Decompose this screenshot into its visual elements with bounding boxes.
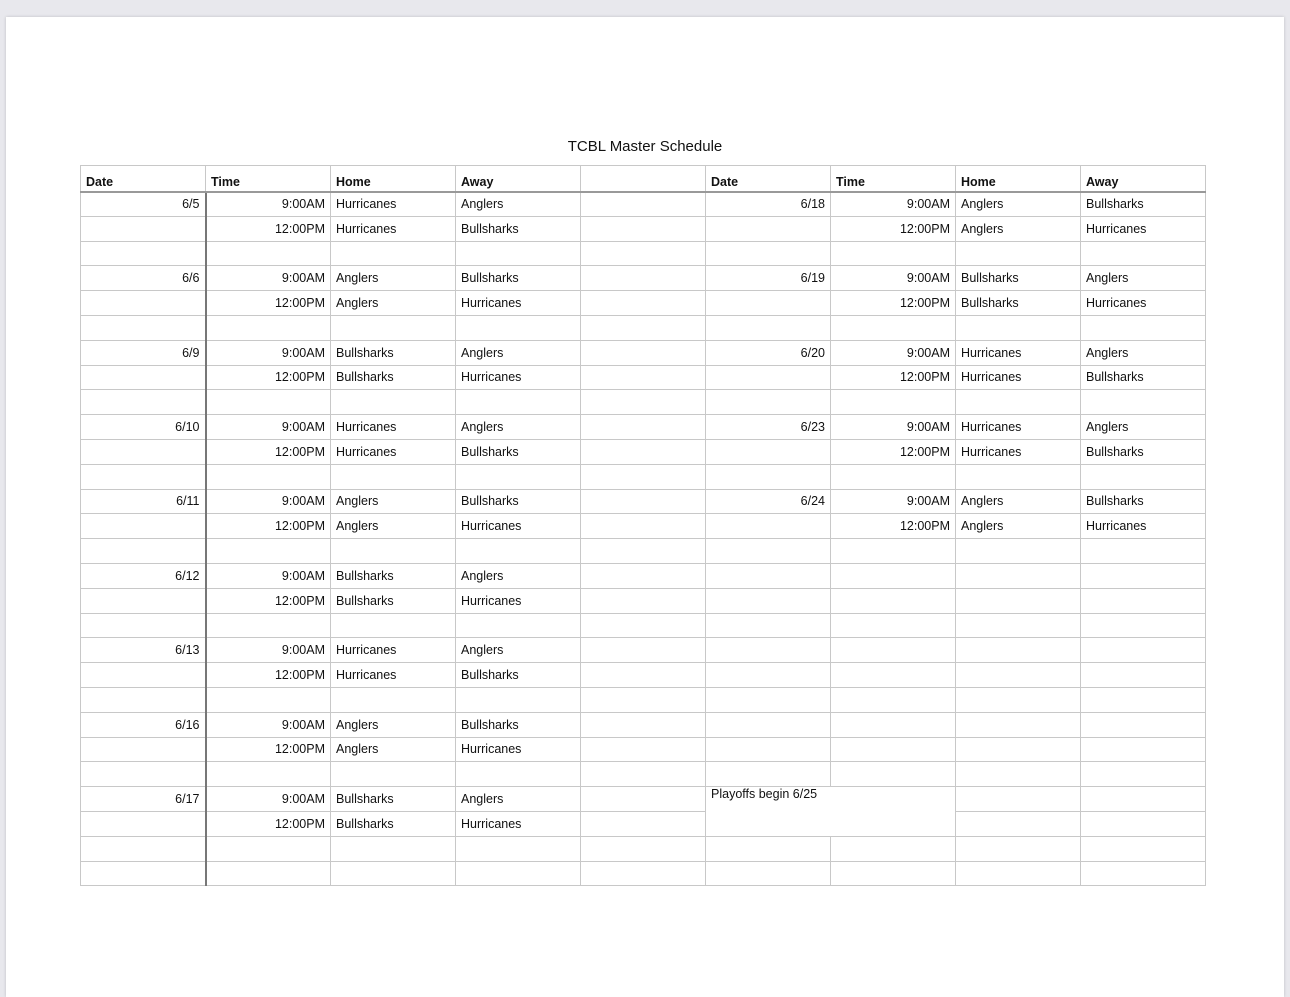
cell-home [331, 390, 456, 415]
playoffs-note: Playoffs begin 6/25 [706, 787, 956, 837]
cell-home [331, 762, 456, 787]
cell-spacer [581, 464, 706, 489]
cell-date [81, 514, 206, 539]
cell-home [331, 836, 456, 861]
cell-away: Bullsharks [1081, 365, 1206, 390]
cell-spacer [581, 216, 706, 241]
cell-spacer [581, 365, 706, 390]
cell-date: 6/16 [81, 712, 206, 737]
cell-spacer [581, 563, 706, 588]
cell-away: Hurricanes [1081, 216, 1206, 241]
cell-away [1081, 861, 1206, 886]
cell-home: Anglers [956, 192, 1081, 217]
schedule-table [80, 165, 1206, 886]
cell-away: Anglers [1081, 415, 1206, 440]
cell-spacer [581, 315, 706, 340]
table-row [81, 787, 1206, 812]
cell-away: Bullsharks [1081, 439, 1206, 464]
cell-date: 6/20 [706, 340, 831, 365]
cell-time: 12:00PM [206, 365, 331, 390]
cell-away [1081, 712, 1206, 737]
cell-away: Bullsharks [456, 489, 581, 514]
cell-away: Hurricanes [456, 811, 581, 836]
cell-date [81, 365, 206, 390]
cell-time [831, 712, 956, 737]
cell-date: 6/13 [81, 638, 206, 663]
table-row [81, 539, 1206, 564]
cell-away [1081, 811, 1206, 836]
cell-home: Hurricanes [331, 216, 456, 241]
cell-time [831, 539, 956, 564]
cell-time: 9:00AM [831, 415, 956, 440]
cell-away [1081, 588, 1206, 613]
cell-date: 6/6 [81, 266, 206, 291]
cell-home: Anglers [331, 712, 456, 737]
cell-spacer [581, 415, 706, 440]
table-row [81, 464, 1206, 489]
cell-home: Bullsharks [956, 291, 1081, 316]
cell-time: 12:00PM [206, 439, 331, 464]
cell-home: Bullsharks [331, 563, 456, 588]
cell-home: Bullsharks [331, 811, 456, 836]
cell-time: 9:00AM [206, 563, 331, 588]
cell-spacer [581, 638, 706, 663]
cell-spacer [581, 787, 706, 812]
cell-time: 12:00PM [206, 737, 331, 762]
cell-away [1081, 762, 1206, 787]
cell-spacer [581, 687, 706, 712]
cell-home: Anglers [331, 291, 456, 316]
cell-date [81, 811, 206, 836]
table-row [81, 216, 1206, 241]
cell-date [706, 563, 831, 588]
cell-time [831, 588, 956, 613]
cell-away: Hurricanes [456, 514, 581, 539]
cell-home [956, 563, 1081, 588]
table-row [81, 439, 1206, 464]
cell-away [1081, 737, 1206, 762]
cell-time [206, 390, 331, 415]
cell-date [81, 663, 206, 688]
cell-home: Hurricanes [956, 340, 1081, 365]
cell-date [81, 737, 206, 762]
cell-date: 6/19 [706, 266, 831, 291]
table-row [81, 291, 1206, 316]
cell-spacer [581, 811, 706, 836]
cell-spacer [581, 340, 706, 365]
column-header-time: Time [831, 166, 956, 192]
cell-home [956, 687, 1081, 712]
column-header-away: Away [456, 166, 581, 192]
cell-home: Hurricanes [331, 192, 456, 217]
cell-date [706, 439, 831, 464]
cell-date [81, 588, 206, 613]
cell-home [956, 464, 1081, 489]
cell-date [81, 613, 206, 638]
cell-time: 9:00AM [206, 638, 331, 663]
column-header-home: Home [956, 166, 1081, 192]
cell-date: 6/12 [81, 563, 206, 588]
cell-time [206, 315, 331, 340]
cell-spacer [581, 439, 706, 464]
cell-time: 12:00PM [206, 216, 331, 241]
cell-date [706, 613, 831, 638]
cell-home [956, 712, 1081, 737]
cell-away: Anglers [1081, 266, 1206, 291]
cell-date [706, 291, 831, 316]
column-header-date: Date [81, 166, 206, 192]
cell-spacer [581, 836, 706, 861]
cell-home: Anglers [331, 489, 456, 514]
column-header-time: Time [206, 166, 331, 192]
table-row [81, 687, 1206, 712]
table-row [81, 563, 1206, 588]
table-row [81, 712, 1206, 737]
cell-time [831, 315, 956, 340]
cell-spacer [581, 588, 706, 613]
cell-time: 9:00AM [206, 340, 331, 365]
cell-home [956, 241, 1081, 266]
cell-time: 12:00PM [831, 365, 956, 390]
cell-home: Bullsharks [331, 588, 456, 613]
cell-home [956, 638, 1081, 663]
cell-spacer [581, 514, 706, 539]
cell-date [706, 514, 831, 539]
cell-home: Hurricanes [331, 439, 456, 464]
table-row [81, 192, 1206, 217]
cell-time: 9:00AM [206, 192, 331, 217]
cell-time: 12:00PM [206, 514, 331, 539]
cell-time: 12:00PM [206, 588, 331, 613]
cell-date [706, 762, 831, 787]
cell-away [1081, 613, 1206, 638]
cell-away [1081, 390, 1206, 415]
cell-away [456, 390, 581, 415]
cell-home: Bullsharks [331, 365, 456, 390]
cell-date [706, 712, 831, 737]
cell-home [956, 315, 1081, 340]
cell-time [206, 464, 331, 489]
cell-date: 6/24 [706, 489, 831, 514]
cell-time: 9:00AM [206, 266, 331, 291]
cell-time: 12:00PM [831, 291, 956, 316]
table-row [81, 340, 1206, 365]
cell-time [206, 861, 331, 886]
cell-home [956, 787, 1081, 812]
cell-home: Anglers [331, 266, 456, 291]
cell-away [1081, 687, 1206, 712]
cell-spacer [581, 663, 706, 688]
cell-away: Bullsharks [456, 216, 581, 241]
cell-away: Bullsharks [456, 663, 581, 688]
cell-spacer [581, 861, 706, 886]
cell-home: Hurricanes [956, 365, 1081, 390]
cell-away [456, 762, 581, 787]
cell-date [706, 464, 831, 489]
cell-spacer [581, 390, 706, 415]
cell-home [331, 687, 456, 712]
cell-spacer [581, 291, 706, 316]
cell-home [331, 464, 456, 489]
cell-time [206, 613, 331, 638]
cell-home [956, 737, 1081, 762]
table-row [81, 489, 1206, 514]
column-header-spacer [581, 166, 706, 192]
cell-date [81, 390, 206, 415]
cell-spacer [581, 539, 706, 564]
column-header-home: Home [331, 166, 456, 192]
header-row [81, 166, 1206, 192]
cell-date: 6/18 [706, 192, 831, 217]
cell-date [81, 836, 206, 861]
cell-date [706, 539, 831, 564]
table-row [81, 315, 1206, 340]
cell-away: Bullsharks [456, 712, 581, 737]
cell-away [456, 861, 581, 886]
cell-home [956, 811, 1081, 836]
cell-date [706, 687, 831, 712]
cell-time: 9:00AM [206, 787, 331, 812]
column-header-away: Away [1081, 166, 1206, 192]
cell-home [331, 861, 456, 886]
cell-date [706, 836, 831, 861]
cell-away: Anglers [456, 340, 581, 365]
cell-away [456, 315, 581, 340]
cell-time: 9:00AM [206, 415, 331, 440]
cell-time [831, 663, 956, 688]
cell-date [706, 861, 831, 886]
cell-away [1081, 464, 1206, 489]
cell-spacer [581, 737, 706, 762]
cell-time: 12:00PM [206, 291, 331, 316]
cell-home [956, 762, 1081, 787]
table-row [81, 588, 1206, 613]
cell-away: Hurricanes [1081, 514, 1206, 539]
cell-date: 6/5 [81, 192, 206, 217]
cell-home: Anglers [956, 489, 1081, 514]
cell-time: 9:00AM [206, 489, 331, 514]
cell-time: 12:00PM [831, 514, 956, 539]
cell-away [1081, 563, 1206, 588]
cell-date: 6/10 [81, 415, 206, 440]
cell-home [331, 241, 456, 266]
cell-time [831, 687, 956, 712]
cell-spacer [581, 241, 706, 266]
cell-time: 12:00PM [831, 439, 956, 464]
cell-date [706, 216, 831, 241]
cell-away [1081, 241, 1206, 266]
cell-home [956, 613, 1081, 638]
cell-date: 6/9 [81, 340, 206, 365]
table-row [81, 811, 1206, 836]
cell-time: 12:00PM [206, 663, 331, 688]
table-row [81, 241, 1206, 266]
cell-date [81, 762, 206, 787]
cell-home [956, 390, 1081, 415]
cell-date [81, 216, 206, 241]
cell-date [81, 861, 206, 886]
cell-spacer [581, 762, 706, 787]
cell-home: Anglers [331, 737, 456, 762]
cell-home: Bullsharks [956, 266, 1081, 291]
table-row [81, 762, 1206, 787]
cell-home [956, 861, 1081, 886]
table-row [81, 836, 1206, 861]
cell-time [831, 861, 956, 886]
cell-date [706, 737, 831, 762]
page-title: TCBL Master Schedule [567, 138, 723, 155]
cell-time: 9:00AM [831, 266, 956, 291]
column-header-date: Date [706, 166, 831, 192]
cell-date: 6/23 [706, 415, 831, 440]
cell-home: Hurricanes [331, 638, 456, 663]
cell-away: Hurricanes [456, 365, 581, 390]
cell-time [831, 613, 956, 638]
cell-away [1081, 787, 1206, 812]
cell-away: Anglers [456, 192, 581, 217]
table-row [81, 861, 1206, 886]
cell-home: Hurricanes [956, 415, 1081, 440]
cell-home: Anglers [331, 514, 456, 539]
cell-time [831, 390, 956, 415]
cell-away: Bullsharks [1081, 192, 1206, 217]
cell-date [706, 390, 831, 415]
cell-time: 12:00PM [831, 216, 956, 241]
table-row [81, 390, 1206, 415]
cell-home: Hurricanes [331, 663, 456, 688]
cell-date [81, 687, 206, 712]
cell-home: Bullsharks [331, 340, 456, 365]
cell-away: Hurricanes [456, 588, 581, 613]
cell-spacer [581, 489, 706, 514]
cell-away [456, 464, 581, 489]
cell-home [956, 836, 1081, 861]
table-row [81, 266, 1206, 291]
cell-home [331, 613, 456, 638]
cell-spacer [581, 192, 706, 217]
cell-time [206, 241, 331, 266]
cell-spacer [581, 613, 706, 638]
cell-home [956, 539, 1081, 564]
cell-date: 6/17 [81, 787, 206, 812]
cell-time [206, 762, 331, 787]
cell-date [81, 439, 206, 464]
table-row [81, 663, 1206, 688]
cell-home: Anglers [956, 216, 1081, 241]
cell-date [81, 241, 206, 266]
cell-home [331, 315, 456, 340]
cell-time [831, 836, 956, 861]
cell-away [456, 836, 581, 861]
cell-away: Hurricanes [456, 291, 581, 316]
cell-away [456, 539, 581, 564]
cell-home: Bullsharks [331, 787, 456, 812]
table-row [81, 365, 1206, 390]
cell-away [1081, 539, 1206, 564]
cell-away: Bullsharks [456, 439, 581, 464]
cell-time [831, 762, 956, 787]
cell-away: Anglers [1081, 340, 1206, 365]
cell-date: 6/11 [81, 489, 206, 514]
cell-time [831, 737, 956, 762]
cell-away [456, 241, 581, 266]
cell-time [831, 241, 956, 266]
table-row [81, 638, 1206, 663]
table-row [81, 613, 1206, 638]
cell-time: 9:00AM [831, 192, 956, 217]
cell-date [81, 291, 206, 316]
cell-spacer [581, 266, 706, 291]
cell-date [706, 638, 831, 663]
cell-away [1081, 638, 1206, 663]
cell-time: 12:00PM [206, 811, 331, 836]
cell-away [456, 687, 581, 712]
cell-away: Bullsharks [456, 266, 581, 291]
cell-home [956, 663, 1081, 688]
cell-home: Anglers [956, 514, 1081, 539]
cell-date [706, 663, 831, 688]
cell-away: Anglers [456, 638, 581, 663]
cell-date [706, 241, 831, 266]
cell-home [331, 539, 456, 564]
cell-spacer [581, 712, 706, 737]
cell-time [831, 563, 956, 588]
cell-date [81, 539, 206, 564]
cell-time [206, 539, 331, 564]
cell-time [206, 687, 331, 712]
cell-time: 9:00AM [831, 340, 956, 365]
cell-date [706, 588, 831, 613]
cell-time: 9:00AM [206, 712, 331, 737]
cell-time [831, 638, 956, 663]
cell-away: Anglers [456, 787, 581, 812]
cell-away: Bullsharks [1081, 489, 1206, 514]
table-row [81, 514, 1206, 539]
cell-date [706, 315, 831, 340]
cell-time: 9:00AM [831, 489, 956, 514]
cell-away: Hurricanes [456, 737, 581, 762]
cell-away: Anglers [456, 563, 581, 588]
cell-time [831, 464, 956, 489]
cell-date [81, 464, 206, 489]
cell-home: Hurricanes [331, 415, 456, 440]
document-page [6, 17, 1284, 997]
cell-away: Hurricanes [1081, 291, 1206, 316]
cell-away [456, 613, 581, 638]
cell-time [206, 836, 331, 861]
cell-date [706, 365, 831, 390]
cell-away [1081, 836, 1206, 861]
cell-home [956, 588, 1081, 613]
table-row [81, 415, 1206, 440]
table-row [81, 737, 1206, 762]
cell-away [1081, 315, 1206, 340]
cell-away: Anglers [456, 415, 581, 440]
cell-home: Hurricanes [956, 439, 1081, 464]
cell-away [1081, 663, 1206, 688]
cell-date [81, 315, 206, 340]
